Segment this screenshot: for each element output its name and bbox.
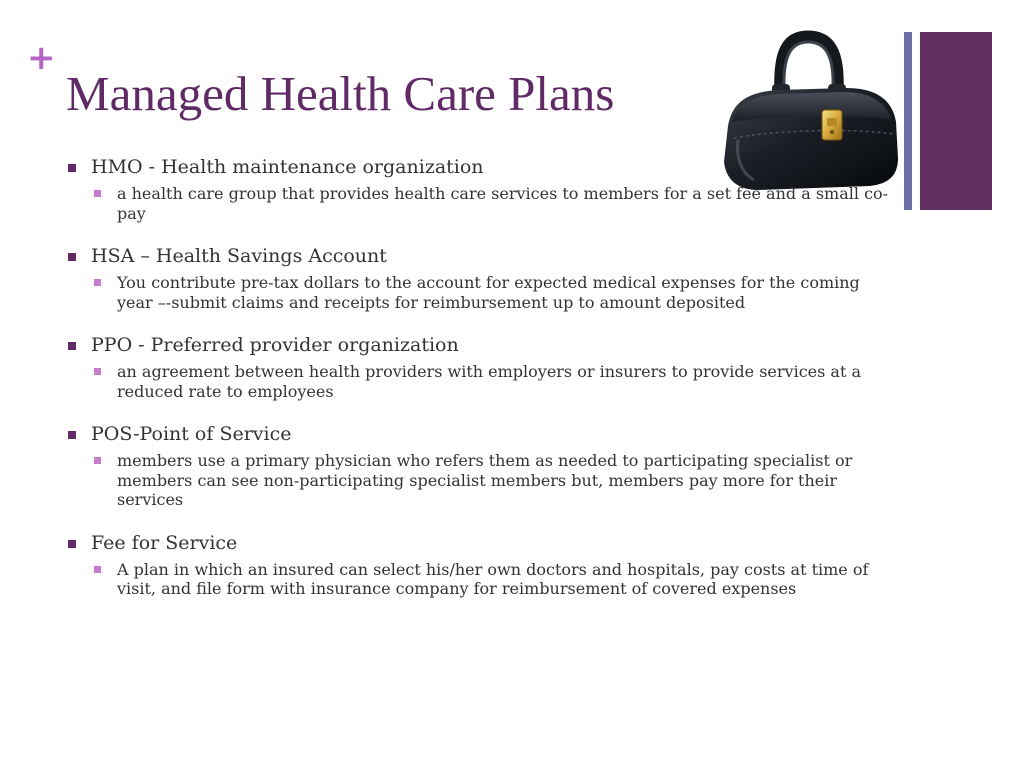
plan-heading-text: HMO - Health maintenance organization — [91, 156, 484, 178]
list-item — [66, 154, 896, 223]
plan-detail — [66, 273, 896, 312]
square-bullet-icon — [94, 566, 101, 573]
list-item — [66, 332, 896, 401]
plan-heading-text: PPO - Preferred provider organization — [91, 334, 459, 356]
square-bullet-icon — [94, 279, 101, 286]
bullet-list — [66, 154, 896, 619]
slide-title: Managed Health Care Plans — [66, 66, 615, 121]
plan-heading — [66, 154, 896, 180]
list-item — [66, 421, 896, 510]
plan-heading — [66, 332, 896, 358]
plan-heading — [66, 243, 896, 269]
square-bullet-icon — [94, 457, 101, 464]
square-bullet-icon — [68, 540, 76, 548]
square-bullet-icon — [94, 190, 101, 197]
square-bullet-icon — [68, 342, 76, 350]
square-bullet-icon — [68, 431, 76, 439]
list-item — [66, 243, 896, 312]
plan-detail-text: an agreement between health providers with employers or insurers to provide services at a reduced rate to employees — [117, 362, 862, 401]
plan-detail-text: a health care group that provides health care services to members for a set fee and a small co-pay — [117, 184, 889, 223]
plan-detail-text: members use a primary physician who refers them as needed to participating specialist or members can see non-participating specialist members but, members pay more for their services — [117, 451, 853, 509]
plan-detail — [66, 362, 896, 401]
plan-heading-text: HSA – Health Savings Account — [91, 245, 387, 267]
accent-bar-wide — [920, 32, 992, 210]
plus-icon: + — [27, 38, 56, 78]
plan-heading — [66, 530, 896, 556]
plan-heading-text: Fee for Service — [91, 531, 238, 554]
accent-bar-thin — [904, 32, 912, 210]
plan-detail — [66, 560, 896, 599]
plan-heading — [66, 421, 896, 447]
plan-heading-text: POS-Point of Service — [91, 423, 292, 445]
plan-detail — [66, 184, 896, 223]
square-bullet-icon — [68, 253, 76, 261]
plan-detail — [66, 451, 896, 510]
square-bullet-icon — [94, 368, 101, 375]
list-item — [66, 530, 896, 599]
plan-detail-text: You contribute pre-tax dollars to the account for expected medical expenses for the coming year –-submit claims and receipts for reimbursement up to amount deposited — [117, 273, 860, 312]
square-bullet-icon — [68, 164, 76, 172]
plan-detail-text: A plan in which an insured can select his/her own doctors and hospitals, pay costs at time of visit, and file form with insurance company for reimbursement of covered expenses — [117, 559, 869, 598]
